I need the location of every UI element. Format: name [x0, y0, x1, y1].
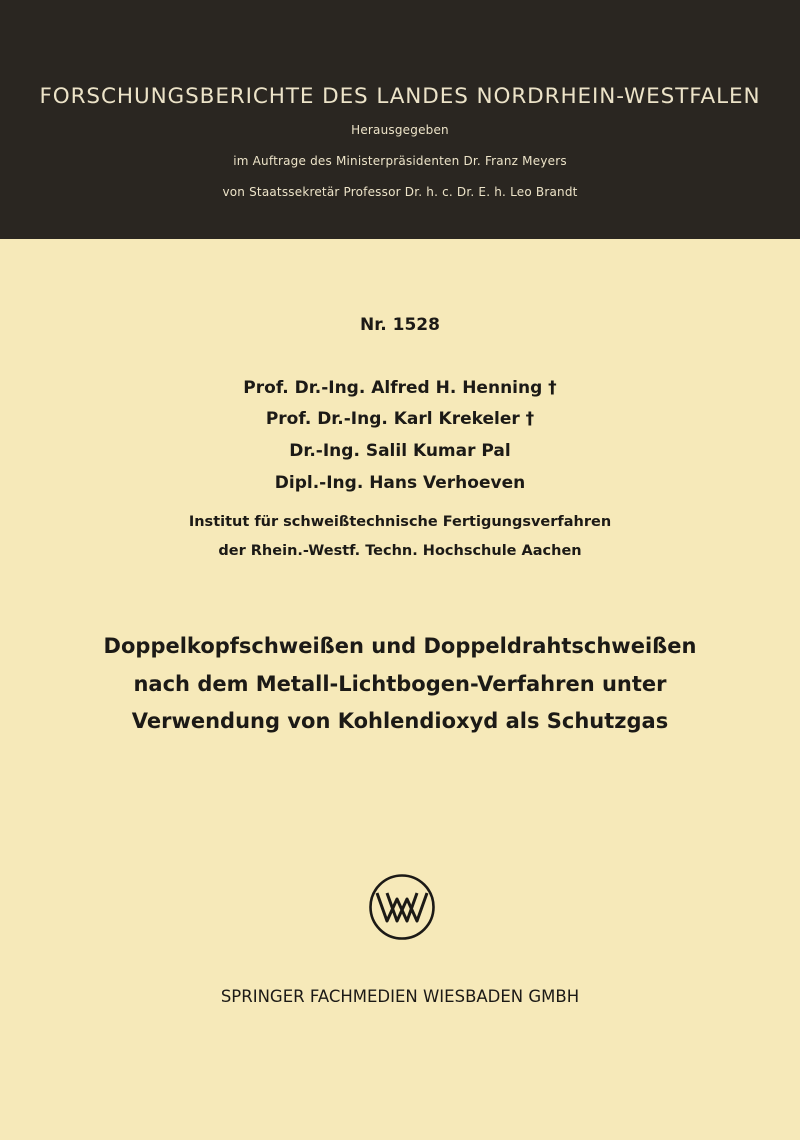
author-1: Prof. Dr.-Ing. Alfred H. Henning †: [243, 378, 557, 398]
publisher-name: SPRINGER FACHMEDIEN WIESBADEN GMBH: [220, 987, 580, 1006]
report-number: Nr. 1528: [360, 315, 440, 335]
book-title-line-3: Verwendung von Kohlendioxyd als Schutzgas: [131, 709, 669, 733]
book-title-line-2: nach dem Metall-Lichtbogen-Verfahren unter: [133, 672, 667, 696]
institute-line-1: Institut für schweißtechnische Fertigungsverfahren: [188, 514, 612, 530]
author-2: Prof. Dr.-Ing. Karl Krekeler †: [265, 409, 535, 429]
book-title-line-1: Doppelkopfschweißen und Doppeldrahtschweißen: [103, 634, 697, 658]
series-title: FORSCHUNGSBERICHTE DES LANDES NORDRHEIN-WESTFALEN: [39, 84, 761, 109]
editor-line-1: Herausgegeben: [351, 123, 449, 137]
editor-line-3: von Staatssekretär Professor Dr. h. c. Dr. E. h. Leo Brandt: [222, 185, 578, 199]
editor-line-2: im Auftrage des Ministerpräsidenten Dr. Franz Meyers: [233, 154, 567, 168]
institute-line-2: der Rhein.-Westf. Techn. Hochschule Aachen: [218, 543, 582, 559]
publisher-ww-logo-icon: [368, 873, 436, 941]
author-4: Dipl.-Ing. Hans Verhoeven: [274, 473, 526, 493]
author-3: Dr.-Ing. Salil Kumar Pal: [289, 441, 511, 461]
series-header-band: [0, 0, 800, 239]
